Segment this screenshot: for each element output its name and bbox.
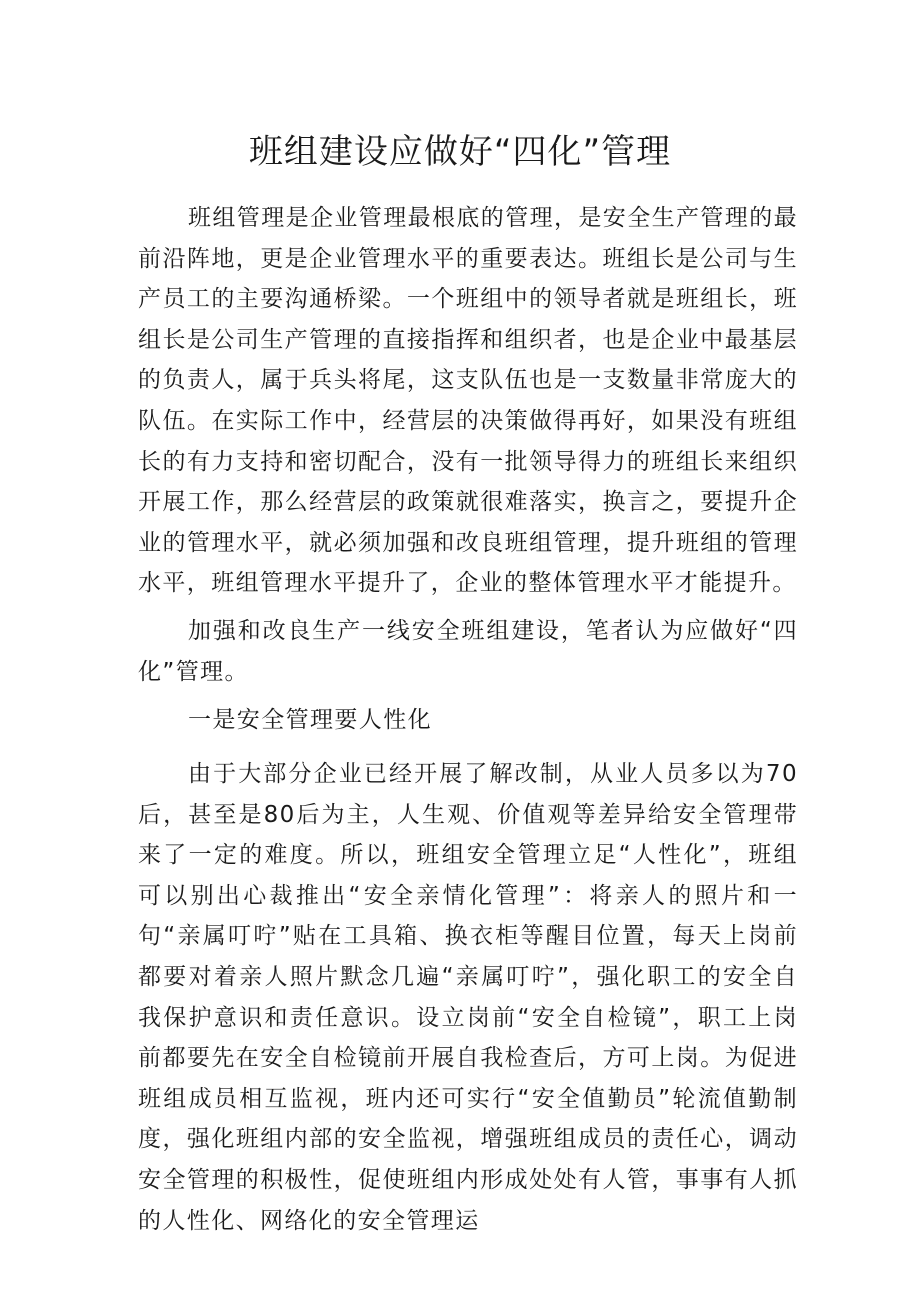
- paragraph-text: 加强和改良生产一线安全班组建设，笔者认为应做好“四化”管理。: [138, 618, 798, 685]
- paragraph-thesis: [138, 611, 798, 692]
- paragraph-text: 班组管理是企业管理最根底的管理，是安全生产管理的最前沿阵地，更是企业管理水平的重要表达。班组长是公司与生产员工的主要沟通桥梁。一个班组中的领导者就是班组长，班组长是公司生产管理的直接指挥和组织者，也是企业中最基层的负责人，属于兵头将尾，这支队伍也是一支数量非常庞大的队伍。在实际工作中，经营层的决策做得再好，如果没有班组长的有力支持和密切配合，没有一批领导得力的班组长来组织开展工作，那么经营层的政策就很难落实，换言之，要提升企业的管理水平，就必须加强和改良班组管理，提升班组的管理水平，班组管理水平提升了，企业的整体管理水平才能提升。: [138, 205, 798, 597]
- paragraph-section-one: [138, 754, 798, 1241]
- paragraph-intro: [138, 198, 798, 604]
- section-heading: [138, 700, 798, 741]
- section-heading-text: 一是安全管理要人性化: [188, 707, 432, 733]
- document-title: 班组建设应做好“四化”管理: [248, 132, 672, 172]
- paragraph-text: 由于大部分企业已经开展了解改制，从业人员多以为70后，甚至是80后为主，人生观、价值观等差异给安全管理带来了一定的难度。所以，班组安全管理立足“人性化”，班组可以别出心裁推出“安全亲情化管理”：将亲人的照片和一句“亲属叮咛”贴在工具箱、换衣柜等醒目位置，每天上岗前都要对着亲人照片默念几遍“亲属叮咛”，强化职工的安全自我保护意识和责任意识。设立岗前“安全自检镜”，职工上岗前都要先在安全自检镜前开展自我检查后，方可上岗。为促进班组成员相互监视，班内还可实行“安全值勤员”轮流值勤制度，强化班组内部的安全监视，增强班组成员的责任心，调动安全管理的积极性，促使班组内形成处处有人管，事事有人抓的人性化、网络化的安全管理运: [138, 761, 798, 1234]
